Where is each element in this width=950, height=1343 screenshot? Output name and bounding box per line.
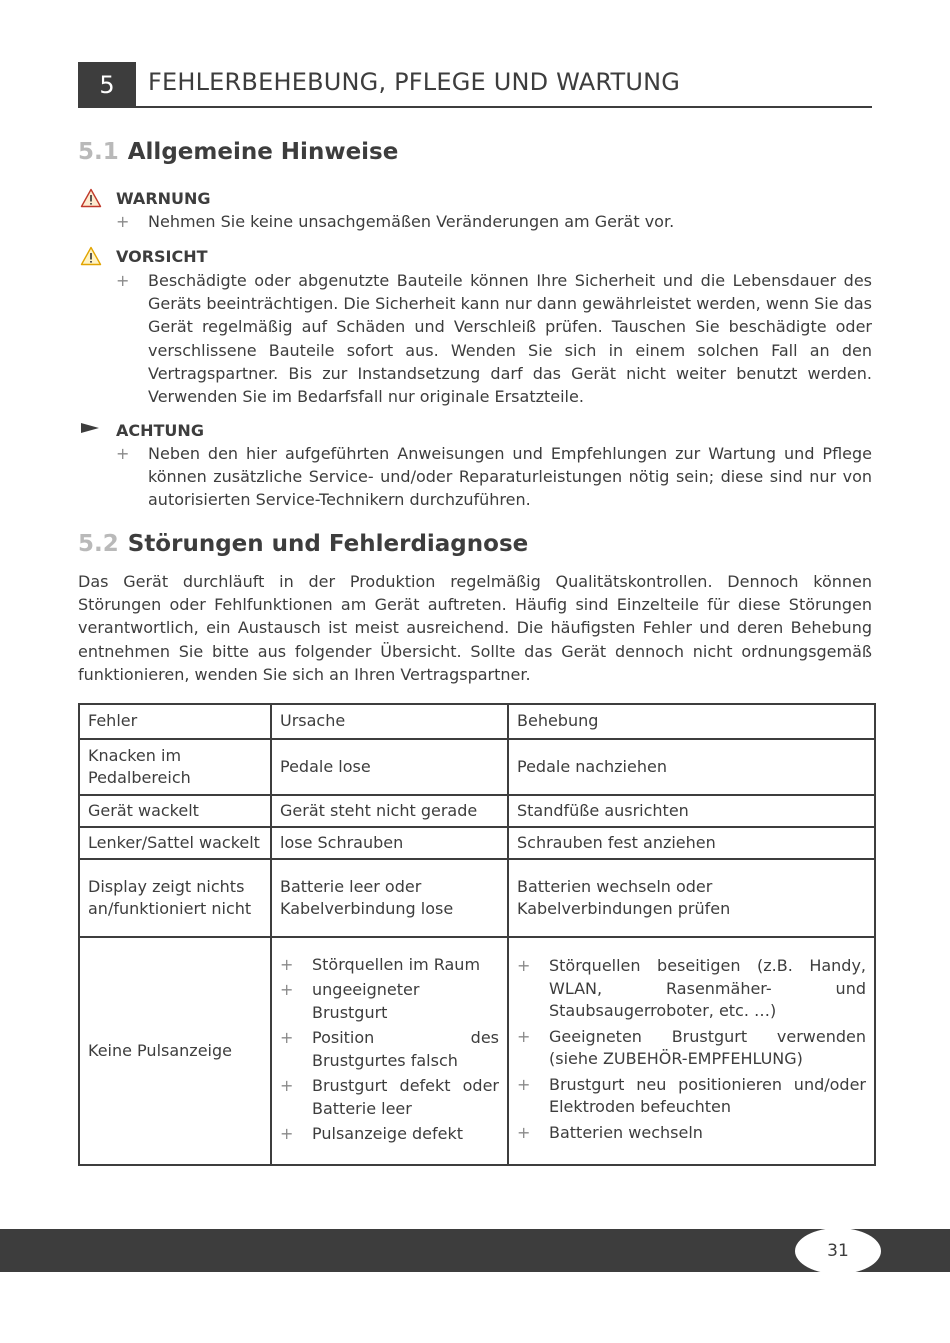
table-row (79, 795, 875, 827)
bullet-plus: + (280, 1124, 294, 1143)
list-item (280, 1027, 499, 1072)
section-number: 5.2 (78, 531, 119, 557)
achtung-text: Neben den hier aufgeführten Anweisungen und Empfehlungen zur Wartung und Pflege können zusätzliche Service- und/oder Reparaturleistungen nötig sein; diese sind nur von autorisierten Service-Technikern durchzuführen. (148, 444, 872, 510)
list-item (280, 1075, 499, 1120)
list-item-text: Batterien wechseln (549, 1122, 703, 1142)
caution-triangle-icon (80, 246, 102, 266)
table-cell-fehler: Gerät wackelt (79, 795, 271, 827)
behebung-list (517, 955, 866, 1144)
warning-triangle-icon (80, 188, 102, 208)
warnung-text: Nehmen Sie keine unsachgemäßen Veränderungen am Gerät vor. (148, 212, 675, 231)
table-cell-behebung (508, 937, 875, 1165)
list-item (517, 1122, 866, 1145)
table-cell-ursache: Pedale lose (271, 739, 508, 795)
bullet-plus: + (116, 444, 130, 463)
list-item-text: Geeigneten Brustgurt verwenden (siehe ZUBEHÖR-EMPFEHLUNG) (549, 1026, 866, 1068)
list-item (280, 954, 499, 977)
chapter-title: FEHLERBEHEBUNG, PFLEGE UND WARTUNG (148, 68, 681, 96)
intro-paragraph: Das Gerät durchläuft in der Produktion regelmäßig Qualitätskontrollen. Dennoch können Störungen oder Fehlfunktionen am Gerät auftreten. Häufig sind Einzelteile für diese Störungen verantwortlich, ein Austausch ist meist ausreichend. Die häufigsten Fehler und deren Behebung entnehmen Sie bitte aus folgender Übersicht. Sollte das Gerät dennoch nicht ordnungsgemäß funktionieren, wenden Sie sich an Ihren Vertragspartner. (78, 572, 872, 684)
vorsicht-bullet (116, 269, 872, 408)
table-cell-ursache: Gerät steht nicht gerade (271, 795, 508, 827)
table-cell-fehler: Display zeigt nichts an/funktioniert nicht (79, 859, 271, 937)
section-title: Allgemeine Hinweise (127, 139, 399, 165)
list-item-text: Störquellen im Raum (312, 954, 481, 974)
bullet-plus: + (280, 980, 294, 999)
table-header-cell: Fehler (79, 704, 271, 739)
bullet-plus: + (517, 1122, 531, 1142)
list-item-text: Position des Brustgurtes falsch (312, 1028, 499, 1070)
bullet-plus: + (517, 1026, 531, 1046)
table-cell-ursache: lose Schrauben (271, 827, 508, 859)
table-cell-behebung: Standfüße ausrichten (508, 795, 875, 827)
vorsicht-label: VORSICHT (116, 247, 208, 266)
table-header-row (79, 704, 875, 739)
section-heading-5-1 (78, 139, 398, 165)
bullet-plus: + (280, 954, 294, 974)
list-item-text: Störquellen beseitigen (z.B. Handy, WLAN, Rasenmäher- und Staubsaugerroboter, etc. …) (549, 956, 866, 1020)
arrow-pointer-icon (80, 422, 100, 434)
warnung-label: WARNUNG (116, 189, 211, 208)
table-cell-fehler: Keine Pulsanzeige (79, 937, 271, 1165)
ursache-list (280, 954, 499, 1146)
table-cell-behebung: Schrauben fest anziehen (508, 827, 875, 859)
bullet-plus: + (116, 212, 130, 231)
table-header-cell: Behebung (508, 704, 875, 739)
chapter-number: 5 (78, 62, 136, 108)
table-row (79, 937, 875, 1165)
table-cell-fehler: Lenker/Sattel wackelt (79, 827, 271, 859)
vorsicht-text: Beschädigte oder abgenutzte Bauteile können Ihre Sicherheit und die Lebensdauer des Geräts beeinträchtigen. Die Sicherheit kann nur dann gewährleistet werden, wenn Sie das Gerät regelmäßig auf Schäden und Verschleiß prüfen. Tauschen Sie beschädigte oder verschlissene Bauteile sofort aus. Wenden Sie sich in einem solchen Fall an den Vertragspartner. Bis zur Instandsetzung darf das Gerät nicht weiter benutzt werden. Verwenden Sie im Bedarfsfall nur originale Ersatzteile. (148, 271, 872, 407)
list-item (517, 1074, 866, 1119)
section-title: Störungen und Fehlerdiagnose (127, 531, 529, 557)
table-header-cell: Ursache (271, 704, 508, 739)
achtung-bullet (116, 442, 872, 512)
list-item (280, 979, 499, 1024)
list-item-text: ungeeigneter Brustgurt (312, 980, 420, 1022)
table-cell-behebung: Pedale nachziehen (508, 739, 875, 795)
list-item-text: Pulsanzeige defekt (312, 1124, 464, 1143)
section-number: 5.1 (78, 139, 119, 165)
table-cell-ursache (271, 937, 508, 1165)
bullet-plus: + (517, 956, 531, 975)
chapter-rule (78, 106, 872, 108)
list-item (517, 1026, 866, 1071)
table-cell-fehler: Knacken im Pedalbereich (79, 739, 271, 795)
bullet-plus: + (517, 1074, 531, 1094)
section-heading-5-2 (78, 531, 528, 557)
achtung-label: ACHTUNG (116, 421, 204, 440)
list-item-text: Brustgurt neu positionieren und/oder Elektroden befeuchten (549, 1074, 866, 1116)
list-item (280, 1123, 499, 1146)
list-item-text: Brustgurt defekt oder Batterie leer (312, 1076, 499, 1118)
bullet-plus: + (116, 271, 130, 290)
warnung-bullet (116, 210, 872, 233)
page-number: 31 (795, 1228, 881, 1274)
bullet-plus: + (280, 1076, 294, 1095)
list-item (517, 955, 866, 1023)
table-row (79, 739, 875, 795)
table-cell-ursache: Batterie leer oder Kabelverbindung lose (271, 859, 508, 937)
table-row (79, 859, 875, 937)
table-cell-behebung: Batterien wechseln oder Kabelverbindungen prüfen (508, 859, 875, 937)
table-row (79, 827, 875, 859)
diagnosis-table (78, 703, 876, 1166)
bullet-plus: + (280, 1028, 294, 1047)
